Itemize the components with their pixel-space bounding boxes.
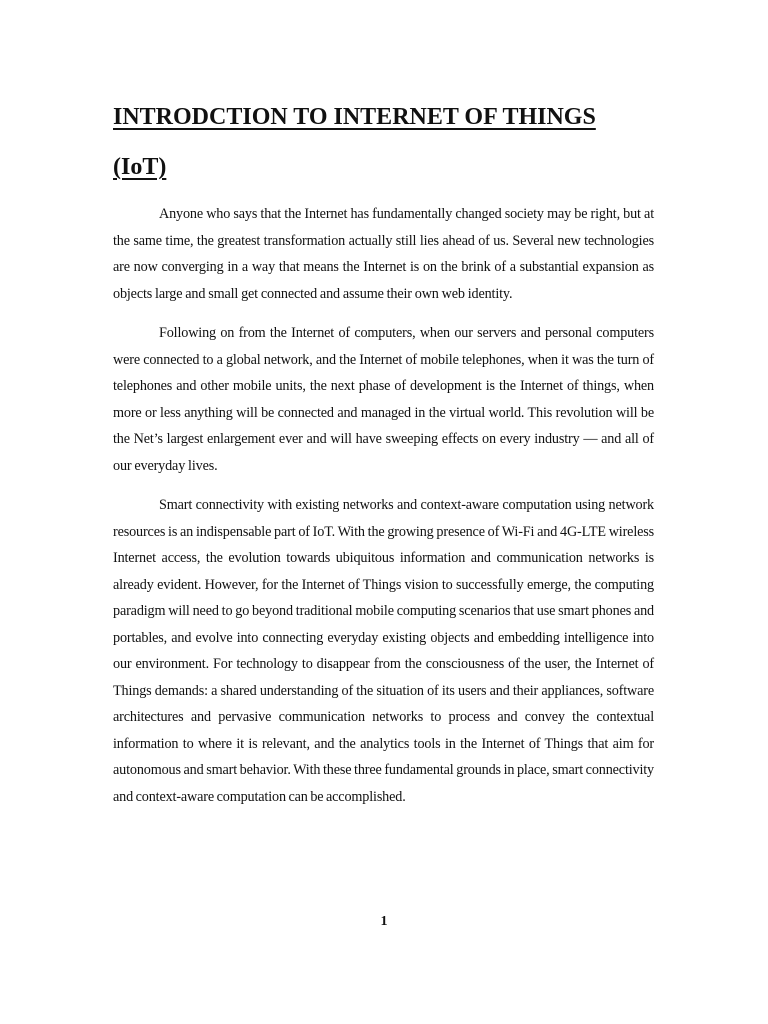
paragraph-2: Following on from the Internet of computers, when our servers and personal computers were connected to a global network, and the Internet of mobile telephones, when it was the turn of telephones and other mobile units, the next phase of development is the Internet of things, when more or less anything will be connected and managed in the virtual world. This revolution will be the Net’s largest enlargement ever and will have sweeping effects on every industry — and all of our everyday lives. — [113, 325, 654, 474]
paragraph-3: Smart connectivity with existing networks and context-aware computation using network resources is an indispensable part of IoT. With the growing presence of Wi-Fi and 4G-LTE wireless Internet access, the evolution towards ubiquitous information and communication networks is already evident. However, for the Internet of Things vision to successfully emerge, the computing paradigm will need to go beyond traditional mobile computing scenarios that use smart phones and portables, and evolve into connecting everyday existing objects and embedding intelligence into our environment. For technology to disappear from the consciousness of the user, the Internet of Things demands: a shared understanding of the situation of its users and their appliances, software architectures and pervasive communication networks to process and convey the contextual information to where it is relevant, and the analytics tools in the Internet of Things that aim for autonomous and smart behavior. With these three fundamental grounds in place, smart connectivity and context-aware computation can be accomplished. — [113, 497, 654, 805]
paragraph-1: Anyone who says that the Internet has fundamentally changed society may be right, but at the same time, the greatest transformation actually still lies ahead of us. Several new technologies are now converging in a way that means the Internet is on the brink of a substantial expansion as objects large and small get connected and assume their own web identity. — [113, 206, 654, 302]
page-title — [113, 92, 633, 192]
page-number: 1 — [380, 914, 388, 929]
title-line-1: INTRODCTION TO INTERNET OF THINGS — [113, 104, 596, 130]
document-body — [113, 201, 654, 825]
title-line-2: (IoT) — [113, 154, 167, 180]
